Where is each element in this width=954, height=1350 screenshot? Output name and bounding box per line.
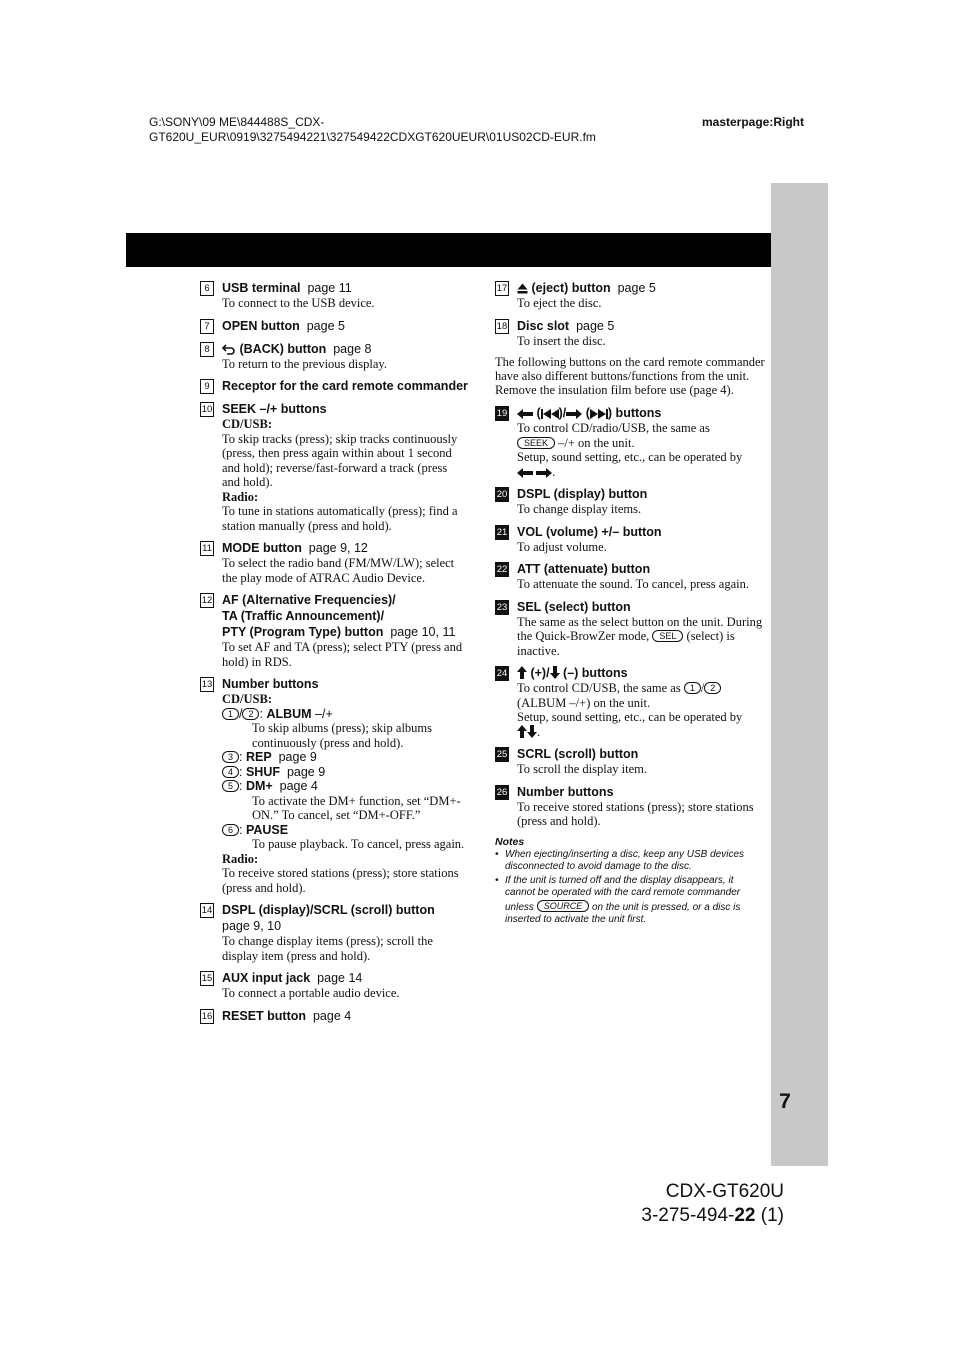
item-desc: To attenuate the sound. To cancel, press again. <box>517 577 749 591</box>
item-number: 19 <box>496 408 508 419</box>
file-path-line-1: G:\SONY\09 ME\844488S_CDX- <box>149 115 325 129</box>
key-4-icon: 4 <box>222 766 239 778</box>
item-title: OPEN button <box>222 318 300 333</box>
item-left-right-buttons: 19 ( )/ ( ) buttons To control CD/radio/USB, the same as SEEK –/+ on the unit. Setup, sound setting, etc., can be operated by . <box>495 405 765 479</box>
item-number: 11 <box>200 541 214 556</box>
item-number: 26 <box>496 786 508 798</box>
radio-desc: To tune in stations automatically (press); find a station manually (press and hold). <box>222 504 458 533</box>
page-number: 7 <box>779 1090 791 1113</box>
key-2-icon: 2 <box>704 682 721 694</box>
item-title: AUX input jack <box>222 971 311 985</box>
item-title: DSPL (display) button <box>517 487 648 501</box>
item-number: 17 <box>496 283 508 294</box>
item-title: SEL (select) button <box>517 599 631 614</box>
page-ref: page 5 <box>617 281 656 295</box>
item-title: SEEK –/+ buttons <box>222 402 327 416</box>
model-code: 3-275-494-22 (1) <box>641 1205 784 1226</box>
item-number: 7 <box>200 319 214 334</box>
item-desc: To change display items. <box>517 502 642 516</box>
item-number: 20 <box>496 489 508 500</box>
key-2-icon: 2 <box>242 708 259 720</box>
item-title: Number buttons <box>517 784 614 799</box>
key-1-icon: 1 <box>222 708 239 720</box>
item-title: DSPL (display)/SCRL (scroll) button <box>222 903 435 917</box>
shuf-row: 4 : SHUF page 9 <box>222 765 468 780</box>
item-title: Disc slot <box>517 318 570 333</box>
rep-row: 3 : REP page 9 <box>222 750 468 765</box>
item-up-down-buttons: 24 (+)/ (–) buttons To control CD/USB, the same as 1 / 2 (ALBUM –/+) on the unit. Setup, sound setting, etc., can be operated by . <box>495 665 765 739</box>
radio-label: Radio: <box>222 489 259 504</box>
item-desc: To receive stored stations (press); store stations (press and hold). <box>517 799 754 828</box>
note-1: • When ejecting/inserting a disc, keep any USB devices disconnected to avoid damage to the disc. <box>495 848 745 872</box>
right-column <box>495 280 765 928</box>
item-number: 13 <box>201 679 213 690</box>
item-title: (eject) button <box>531 281 611 295</box>
page-ref: page 10, 11 <box>390 625 456 639</box>
item-number: 8 <box>200 342 214 357</box>
page-ref: page 8 <box>333 341 372 356</box>
page-ref: page 11 <box>307 281 352 295</box>
key-3-icon: 3 <box>222 751 239 763</box>
arrow-right-icon <box>536 468 552 478</box>
radio-label: Radio: <box>222 851 259 866</box>
back-arrow-icon <box>222 343 236 355</box>
key-6-icon: 6 <box>222 824 239 836</box>
item-desc-2: (ALBUM –/+) on the unit. <box>517 695 651 710</box>
item-dspl-button <box>495 486 765 517</box>
item-desc-3: Setup, sound setting, etc., can be operated by <box>517 710 743 724</box>
key-1-icon: 1 <box>684 682 701 694</box>
arrow-left-icon <box>517 409 533 419</box>
page-ref: page 14 <box>317 971 363 985</box>
side-tab <box>771 183 828 1166</box>
item-title: Number buttons <box>222 677 319 691</box>
item-desc: To connect a portable audio device. <box>222 986 400 1000</box>
arrow-down-icon <box>527 725 537 738</box>
model-info <box>641 1180 784 1228</box>
item-number: 6 <box>200 281 214 296</box>
item-title: MODE button <box>222 541 302 555</box>
item-reset-button <box>200 1008 468 1024</box>
file-path-header <box>149 115 596 145</box>
item-number: 16 <box>201 1010 213 1022</box>
item-number: 10 <box>201 404 213 415</box>
album-row: 1 / 2 : ALBUM –/+ <box>222 707 468 722</box>
item-mode-button <box>200 540 468 585</box>
item-title: ATT (attenuate) button <box>517 562 651 576</box>
page-ref: page 5 <box>576 318 615 333</box>
item-number: 21 <box>496 526 508 538</box>
source-key-icon: SOURCE <box>537 900 590 912</box>
file-path-line-2: GT620U_EUR\0919\3275494221\327549422CDXGT620UEUR\01US02CD-EUR.fm <box>149 130 596 144</box>
remote-intro: The following buttons on the card remote commander have also different buttons/functions from the unit. Remove the insulation film before use (page 4). <box>495 355 765 397</box>
seek-key-icon: SEEK <box>517 437 555 449</box>
item-back-button <box>200 341 468 372</box>
item-number: 18 <box>496 320 508 332</box>
item-af-ta-pty-button <box>200 592 468 669</box>
item-scrl-button <box>495 746 765 777</box>
item-title-2: TA (Traffic Announcement)/ <box>222 609 385 623</box>
item-desc: To select the radio band (FM/MW/LW); select the play mode of ATRAC Audio Device. <box>222 556 455 585</box>
item-receptor <box>200 378 468 394</box>
item-desc-1: To control CD/radio/USB, the same as <box>517 421 710 435</box>
item-vol-button <box>495 524 765 555</box>
radio-desc: To receive stored stations (press); store stations (press and hold). <box>222 866 459 895</box>
item-desc: To adjust volume. <box>517 539 607 554</box>
item-number: 15 <box>201 973 213 984</box>
item-usb-terminal <box>200 280 468 311</box>
cd-usb-label: CD/USB: <box>222 692 273 706</box>
item-number: 23 <box>496 601 508 613</box>
item-disc-slot <box>495 318 765 349</box>
page-ref: page 5 <box>306 318 345 333</box>
item-desc-3: Setup, sound setting, etc., can be operated by <box>517 450 743 464</box>
item-title: (BACK) button <box>239 341 327 356</box>
notes-heading: Notes <box>495 835 525 848</box>
item-att-button <box>495 561 765 592</box>
item-title: RESET button <box>222 1008 307 1023</box>
item-desc: The same as the select button on the unit. During the Quick-BrowZer mode, SEL (select) is inactive. <box>517 614 763 658</box>
item-title-1: AF (Alternative Frequencies)/ <box>222 593 396 607</box>
arrow-down-icon <box>550 666 560 679</box>
item-desc: To connect to the USB device. <box>222 296 375 310</box>
pause-desc: To pause playback. To cancel, press again. <box>252 837 465 851</box>
item-desc-4: . <box>517 725 765 740</box>
item-desc-1: To control CD/USB, the same as 1 / 2 <box>517 681 765 696</box>
next-track-icon <box>590 409 608 419</box>
key-5-icon: 5 <box>222 780 239 792</box>
sel-key-icon: SEL <box>652 630 683 642</box>
item-number: 22 <box>496 564 508 575</box>
note-2: • If the unit is turned off and the display disappears, it cannot be operated with the card remote commander unless SOURCE on the unit is pressed, or a disc is inserted to activate the unit first. <box>495 874 741 925</box>
previous-track-icon <box>541 409 559 419</box>
cd-usb-desc: To skip tracks (press); skip tracks continuously (press, then press again within about 1 second and hold); reverse/fast-forward a track (press and hold). <box>222 431 458 489</box>
item-seek-buttons <box>200 401 468 533</box>
eject-icon <box>517 283 528 294</box>
item-remote-number-buttons <box>495 784 765 829</box>
item-eject-button <box>495 280 765 311</box>
arrow-right-icon <box>566 409 582 419</box>
dm-row: 5 : DM+ page 4 <box>222 779 468 794</box>
item-number: 25 <box>496 749 508 760</box>
arrow-left-icon <box>517 468 533 478</box>
item-dspl-scrl-button <box>200 902 468 963</box>
masterpage-label: masterpage:Right <box>701 115 804 129</box>
item-desc: To set AF and TA (press); select PTY (press and hold) in RDS. <box>222 640 463 669</box>
item-desc-2: SEEK –/+ on the unit. <box>517 436 765 451</box>
item-desc: To eject the disc. <box>517 296 602 310</box>
item-desc: To insert the disc. <box>517 333 606 348</box>
item-desc-4: . <box>517 465 765 480</box>
item-open-button <box>200 318 468 334</box>
model-name: CDX-GT620U <box>665 1181 784 1202</box>
dm-desc: To activate the DM+ function, set “DM+-ON.” To cancel, set “DM+-OFF.” <box>252 793 461 822</box>
item-title: USB terminal <box>222 281 301 295</box>
item-title: Receptor for the card remote commander <box>222 379 468 393</box>
item-aux-input <box>200 970 468 1001</box>
item-desc: To change display items (press); scroll the display item (press and hold). <box>222 934 433 963</box>
album-desc: To skip albums (press); skip albums continuously (press and hold). <box>252 721 433 750</box>
arrow-up-icon <box>517 725 527 738</box>
item-number-buttons <box>200 676 468 895</box>
item-number: 12 <box>201 595 213 606</box>
arrow-up-icon <box>517 666 527 679</box>
pause-row: 6 : PAUSE <box>222 823 468 838</box>
item-title-3: PTY (Program Type) button <box>222 625 384 639</box>
section-header-band <box>126 233 771 267</box>
cd-usb-label: CD/USB: <box>222 417 273 431</box>
item-number: 14 <box>201 905 213 916</box>
left-column <box>200 280 468 1031</box>
album-label: ALBUM <box>266 706 312 721</box>
item-title: SCRL (scroll) button <box>517 747 639 761</box>
item-number: 9 <box>200 379 214 394</box>
page-ref: page 9, 12 <box>308 541 368 555</box>
item-sel-button <box>495 599 765 659</box>
page-ref: page 4 <box>312 1008 352 1023</box>
item-number: 24 <box>496 668 508 679</box>
item-title: VOL (volume) +/– button <box>517 524 662 539</box>
item-desc: To scroll the display item. <box>517 762 648 776</box>
page-ref: page 9, 10 <box>222 919 282 933</box>
item-desc: To return to the previous display. <box>222 356 387 371</box>
